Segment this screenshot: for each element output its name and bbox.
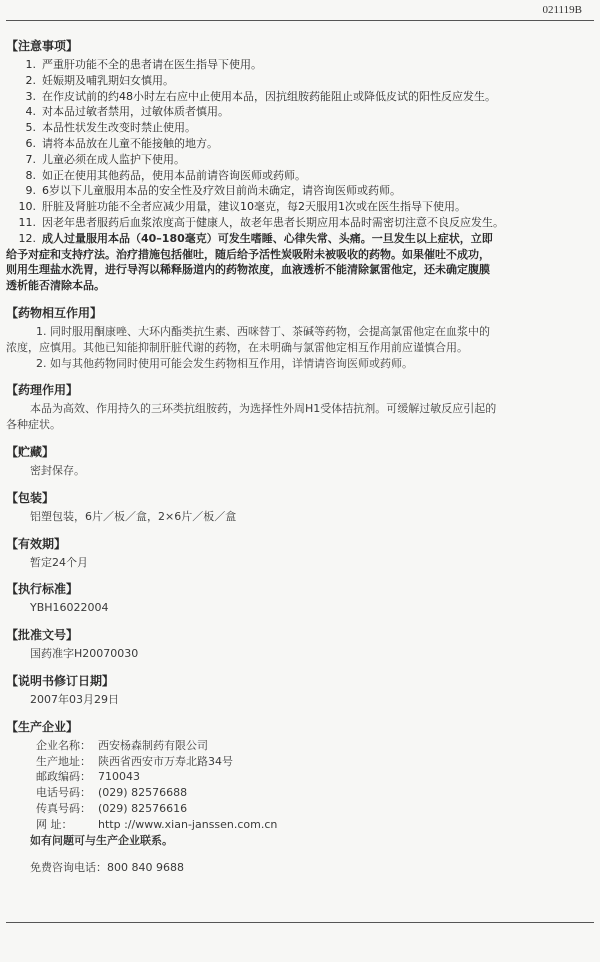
precautions-section [6, 38, 590, 294]
precaution-text: 如正在使用其他药品，使用本品前请咨询医师或药师。 [42, 168, 306, 182]
pharmacology-line-2: 各种症状。 [6, 418, 61, 432]
pharmacology-heading: 【药理作用】 [6, 383, 79, 398]
precaution-number: 5. [25, 121, 36, 135]
package-section [6, 490, 590, 525]
manufacturer-value: 西安杨森制药有限公司 [98, 738, 208, 752]
manufacturer-row [6, 801, 590, 817]
standard-text: YBH16022004 [30, 601, 109, 615]
interactions-heading: 【药物相互作用】 [6, 305, 103, 320]
precaution-text: 儿童必须在成人监护下使用。 [42, 152, 185, 166]
pharmacology-section [6, 382, 590, 433]
precaution-item [6, 183, 590, 199]
manufacturer-row [6, 817, 590, 833]
precaution-number: 6. [25, 136, 36, 150]
storage-text: 密封保存。 [30, 463, 85, 477]
manufacturer-row [6, 754, 590, 770]
precaution-text: 请将本品放在儿童不能接触的地方。 [42, 136, 218, 150]
precaution-number: 8. [25, 168, 36, 182]
precaution-continuation-line: 给予对症和支持疗法。治疗措施包括催吐，随后给予活性炭吸附未被吸收的药物。如果催吐不成功， [6, 247, 490, 261]
precaution-number: 10. [18, 200, 36, 214]
precaution-continuation-line: 透析能否清除本品。 [6, 279, 105, 293]
precaution-number: 1. [25, 58, 36, 71]
precaution-item [6, 168, 590, 184]
validity-section [6, 536, 590, 571]
interaction-item-1-line-1: 1. 同时服用酮康唑、大环内酯类抗生素、西咪替丁、茶碱等药物，会提高氯雷他定在血浆中的 [36, 324, 490, 338]
precaution-number: 11. [18, 215, 36, 229]
top-rule [6, 20, 594, 21]
manufacturer-row [6, 738, 590, 754]
interaction-item-2: 2. 如与其他药物同时使用可能会发生药物相互作用，详情请咨询医师或药师。 [36, 356, 413, 370]
manufacturer-value: (029) 82576688 [98, 786, 188, 800]
precaution-number: 9. [25, 184, 36, 198]
precaution-item [6, 231, 590, 247]
precaution-number: 7. [25, 152, 36, 166]
precaution-item [6, 199, 590, 215]
revision-section [6, 673, 590, 708]
package-text: 铝塑包装，6片／板／盒，2×6片／板／盒 [30, 509, 237, 523]
manufacturer-label: 企业名称： [36, 738, 91, 752]
storage-heading: 【贮藏】 [6, 444, 55, 459]
precaution-text: 6岁以下儿童服用本品的安全性及疗效目前尚未确定，请咨询医师或药师。 [42, 184, 401, 198]
precaution-item [6, 136, 590, 152]
precaution-item [6, 89, 590, 105]
precaution-number: 2. [25, 73, 36, 87]
standard-heading: 【执行标准】 [6, 582, 79, 597]
precaution-text: 成人过量服用本品（40–180毫克）可发生嗜睡、心律失常、头痛。一旦发生以上症状，立即 [42, 231, 493, 245]
precaution-item [6, 120, 590, 136]
precaution-text: 本品性状发生改变时禁止使用。 [42, 121, 196, 135]
manufacturer-label: 电话号码： [36, 786, 91, 800]
interactions-section [6, 305, 590, 371]
manufacturer-label: 邮政编码： [36, 770, 91, 784]
precaution-continuation-line: 则用生理盐水洗胃，进行导泻以稀释肠道内的药物浓度，血液透析不能清除氯雷他定，还未确定腹膜 [6, 263, 490, 277]
precaution-text: 严重肝功能不全的患者请在医生指导下使用。 [42, 58, 262, 71]
precaution-number: 3. [25, 89, 36, 103]
precautions-heading: 【注意事项】 [6, 39, 79, 53]
bottom-rule [6, 922, 594, 923]
validity-text: 暂定24个月 [30, 555, 88, 569]
manufacturer-value: 陕西省西安市万寿北路34号 [98, 754, 233, 768]
precaution-item [6, 215, 590, 231]
manufacturer-section [6, 719, 590, 876]
document-code: 021119B [542, 4, 582, 16]
standard-section [6, 581, 590, 616]
precaution-item [6, 73, 590, 89]
manufacturer-row [6, 769, 590, 785]
approval-section [6, 627, 590, 662]
revision-text: 2007年03月29日 [30, 692, 119, 706]
interaction-item-1-line-2: 浓度，应慎用。其他已知能抑制肝脏代谢的药物，在未明确与氯雷他定相互作用前应谨慎合用。 [6, 340, 468, 354]
manufacturer-label: 网 址： [36, 817, 73, 831]
precaution-item [6, 152, 590, 168]
precaution-text: 在作皮试前的约48小时左右应中止使用本品，因抗组胺药能阻止或降低皮试的阳性反应发生。 [42, 89, 496, 103]
manufacturer-value: (029) 82576616 [98, 801, 188, 815]
manufacturer-value: 710043 [98, 770, 140, 784]
storage-section [6, 444, 590, 479]
precaution-text: 妊娠期及哺乳期妇女慎用。 [42, 73, 174, 87]
precaution-text: 对本品过敏者禁用，过敏体质者慎用。 [42, 105, 229, 119]
contact-note: 如有问题可与生产企业联系。 [30, 833, 173, 847]
revision-heading: 【说明书修订日期】 [6, 673, 115, 688]
precaution-number: 4. [25, 105, 36, 119]
package-heading: 【包装】 [6, 490, 55, 505]
precaution-item [6, 104, 590, 120]
precaution-text: 肝脏及肾脏功能不全者应减少用量，建议10毫克，每2天服用1次或在医生指导下使用。 [42, 200, 466, 214]
hotline: 免费咨询电话：800 840 9688 [30, 861, 184, 875]
manufacturer-heading: 【生产企业】 [6, 719, 79, 734]
leaflet-content [6, 38, 590, 887]
manufacturer-label: 传真号码： [36, 801, 91, 815]
pharmacology-line-1: 本品为高效、作用持久的三环类抗组胺药，为选择性外周H1受体拮抗剂。可缓解过敏反应引起的 [30, 402, 497, 416]
approval-text: 国药准字H20070030 [30, 647, 139, 661]
approval-heading: 【批准文号】 [6, 628, 79, 643]
manufacturer-label: 生产地址： [36, 754, 91, 768]
precaution-number: 12. [18, 231, 36, 245]
validity-heading: 【有效期】 [6, 536, 67, 551]
manufacturer-row [6, 785, 590, 801]
manufacturer-value: http ://www.xian-janssen.com.cn [98, 817, 278, 831]
precaution-text: 因老年患者服药后血浆浓度高于健康人，故老年患者长期应用本品时需密切注意不良反应发生。 [42, 215, 504, 229]
precaution-item [6, 57, 590, 73]
